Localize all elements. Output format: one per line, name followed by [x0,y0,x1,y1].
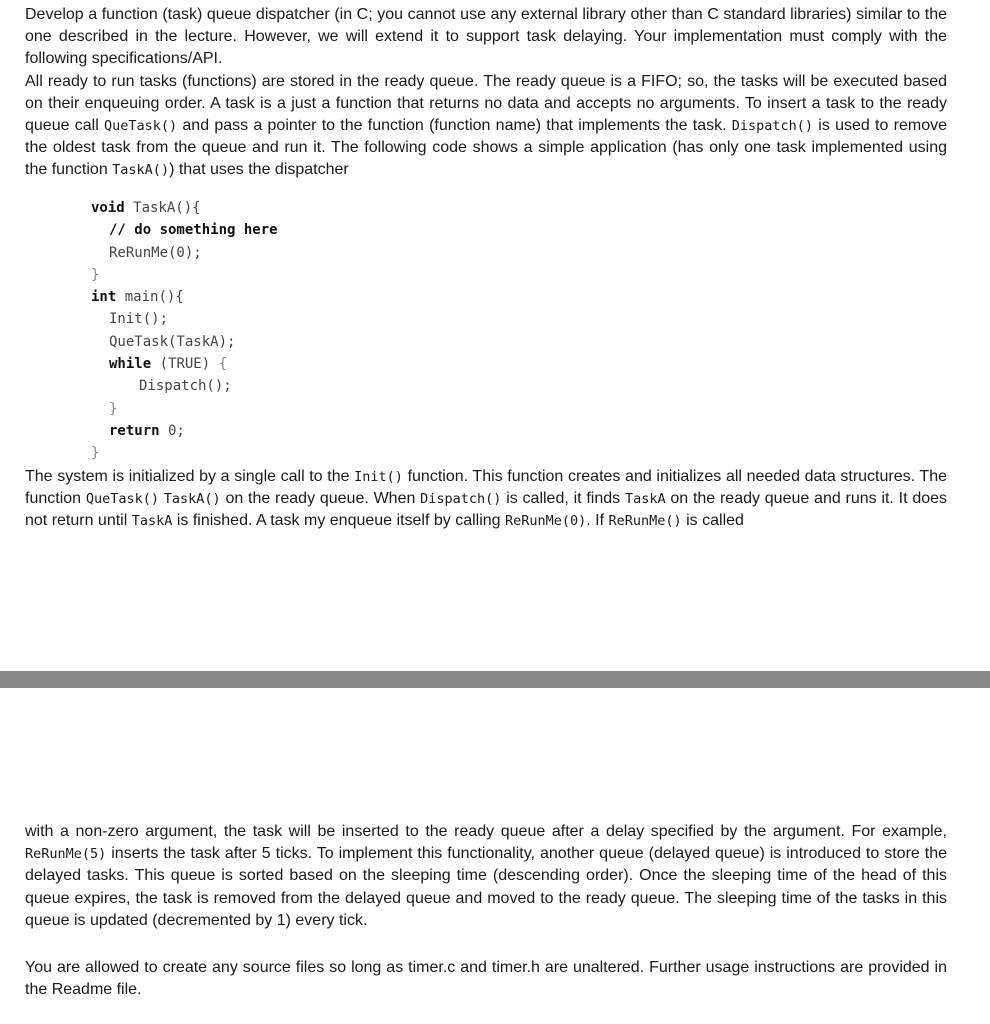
text-span: is called, it finds [501,490,625,508]
delay-text [25,821,947,932]
inline-code: ReRunMe() [608,513,682,530]
code-keyword: void [91,200,125,216]
code-line: void TaskA(){ [91,200,201,216]
text-span: is called [681,512,744,530]
text-span: on the ready queue and runs it. It does not return until [25,490,948,530]
text-span: with a non-zero argument, the task will be inserted to the ready queue after a delay specified by the argument. For example, [25,823,947,840]
text-span: is finished. A task my enqueue itself by calling [172,512,505,530]
intro-sentence: Develop a function (task) queue dispatcher (in C; you cannot use any external library other than C standard libraries) similar to the one described in the lecture. However, we will extend it to support task delaying. Your implementation must comply with the following specifications/API. [25,6,947,68]
text-span: is used to remove the oldest task from the queue and run it. The following code shows a simple application (has only one task implemented using the function [25,117,947,179]
code-keyword: return [109,422,160,439]
inline-code: TaskA [131,513,173,530]
inline-code: TaskA() [163,491,221,508]
inline-code: Dispatch() [420,491,502,508]
code-line: return 0; [109,422,185,439]
intro-paragraph [25,4,947,182]
code-line: QueTask(TaskA); [109,333,236,350]
text-span: ) that uses the dispatcher [169,161,349,179]
inline-code: Dispatch() [731,118,814,135]
inline-code: QueTask() [104,118,178,135]
code-line: ReRunMe(0); [109,244,202,261]
code-line: // do something here [109,222,278,239]
code-line: } [91,266,100,283]
code-keyword: while [109,356,152,373]
inline-code: TaskA [624,491,666,508]
code-keyword: int [91,289,117,306]
init-text [25,466,947,533]
inline-code: ReRunMe(5) [25,846,107,863]
text-span: function. This function creates and initializes all needed data structures. The function [25,468,947,508]
page-divider [0,671,990,688]
inline-code: QueTask() [85,491,159,508]
delay-paragraph [25,821,947,932]
text-span: and pass a pointer to the function (function name) that implements the task. [177,117,732,135]
code-line: Dispatch(); [139,378,232,395]
text-span: . If [586,512,609,530]
code-line: } [109,400,118,417]
ready-queue-description [25,71,947,182]
text-span: inserts the task after 5 ticks. To implement this functionality, another queue (delayed queue) is introduced to store the delayed tasks. This queue is sorted based on the sleeping time (descending order). Once the sleeping time of the head of this queue expires, the task is removed from the delayed queue and moved to the ready queue. The sleeping time of the tasks in this queue is updated (decremented by 1) every tick. [25,845,947,929]
code-line: } [91,445,100,462]
code-line: while (TRUE) { [109,356,228,373]
code-example [91,197,278,465]
files-paragraph [25,957,947,1001]
code-line: Init(); [109,311,169,328]
inline-code: TaskA() [112,162,170,179]
inline-code: Init() [354,469,403,485]
init-paragraph [25,466,947,533]
code-line: int main(){ [91,289,184,306]
files-text: You are allowed to create any source files so long as timer.c and timer.h are unaltered. Further usage instructions are provided in the Readme file. [25,959,947,999]
inline-code: ReRunMe(0) [505,513,587,530]
text-span: on the ready queue. When [220,490,421,508]
text-span: All ready to run tasks (functions) are stored in the ready queue. The ready queue is a FIFO; so, the tasks will be executed based on their enqueuing order. A task is a just a function that returns no data and accepts no arguments. To insert a task to the ready queue call [25,72,947,135]
text-span: The system is initialized by a single call to the [25,468,355,485]
